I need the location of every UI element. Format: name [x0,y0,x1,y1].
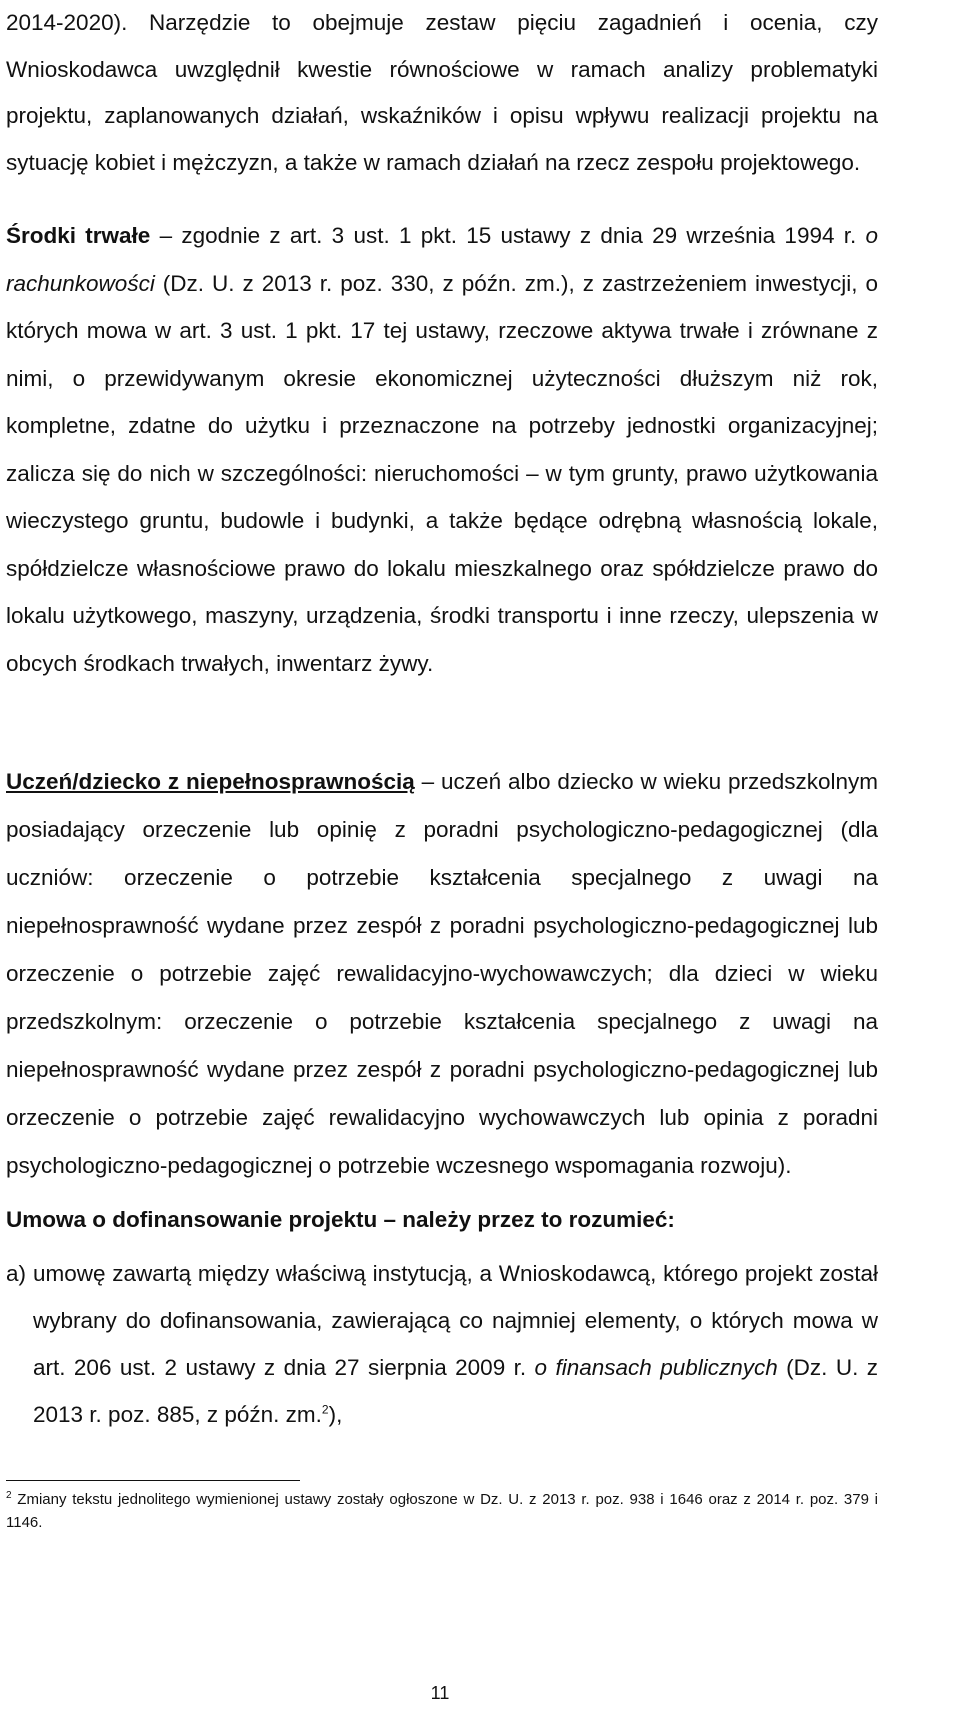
footnote-reference[interactable]: 2 [321,1402,329,1417]
intro-paragraph [6,0,878,186]
fixed-assets-text-2: (Dz. U. z 2013 r. poz. 330, z późn. zm.), z zastrzeżeniem inwestycji, o których mowa w art. 3 ust. 1 pkt. 17 tej ustawy, rzeczowe aktywa trwałe i zrównane z nimi, o przewidywanym okresie ekonomicznej użyteczności dłuższym niż rok, kompletne, zdatne do użytku i przeznaczone na potrzeby jednostki organizacyjnej; zalicza się do nich w szczególności: nieruchomości – w tym grunty, prawo użytkowania wieczystego gruntu, budowle i budynki, a także będące odrębną własnością lokale, spółdzielcze własnościowe prawo do lokalu mieszkalnego oraz spółdzielcze prawo do lokalu użytkowego, maszyny, urządzenia, środki transportu i inne rzeczy, ulepszenia w obcych środkach trwałych, inwentarz żywy. [6,270,878,676]
footnote-number: 2 [6,1490,12,1501]
page-number: 11 [430,1683,450,1703]
fixed-assets-act-title: o rachunkowości [6,223,879,296]
list-item-text-2: (Dz. U. z 2013 r. poz. 885, z późn. zm. [33,1355,878,1427]
footnote [6,1488,878,1534]
footnote-separator [6,1480,300,1481]
list-marker: a) [6,1261,27,1286]
disabled-student-text: – uczeń albo dziecko w wieku przedszkolnym posiadający orzeczenie lub opinię z poradni psychologiczno-pedagogicznej (dla uczniów: orzeczenie o potrzebie kształcenia specjalnego z uwagi na niepełnosprawność wydane przez zespół z poradni psychologiczno-pedagogicznej lub orzeczenie o potrzebie zajęć rewalidacyjno-wychowawczych; dla dzieci w wieku przedszkolnym: orzeczenie o potrzebie kształcenia specjalnego z uwagi na niepełnosprawność wydane przez zespół z poradni psychologiczno-pedagogicznej lub orzeczenie o potrzebie zajęć rewalidacyjno wychowawczych lub opinia z poradni psychologiczno-pedagogicznej o potrzebie wczesnego wspomagania rozwoju). [6,769,878,1178]
fixed-assets-term: Środki trwałe [6,223,151,248]
list-item-act-title: o finansach publicznych [534,1355,778,1380]
list-item-body [33,1250,878,1438]
fixed-assets-definition [6,212,878,687]
footnote-text: Zmiany tekstu jednolitego wymienionej ustawy zostały ogłoszone w Dz. U. z 2013 r. poz. 938 i 1646 oraz z 2014 r. poz. 379 i 1146. [6,1491,878,1531]
disabled-student-term: Uczeń/dziecko z niepełnosprawnością [6,769,415,794]
list-item-text-3: ), [328,1402,343,1427]
funding-agreement-heading [6,1205,878,1235]
fixed-assets-text-1: – zgodnie z art. 3 ust. 1 pkt. 15 ustawy z dnia 29 września 1994 r. [150,223,866,248]
list-item-text-1: umowę zawartą między właściwą instytucją, a Wnioskodawcą, którego projekt został wybrany do dofinansowania, zawierającą co najmniej elementy, o których mowa w art. 206 ust. 2 ustawy z dnia 27 sierpnia 2009 r. [33,1261,878,1380]
funding-agreement-heading-text: Umowa o dofinansowanie projektu – należy przez to rozumieć: [6,1207,675,1232]
intro-text: 2014-2020). Narzędzie to obejmuje zestaw pięciu zagadnień i ocenia, czy Wnioskodawca uwzględnił kwestie równościowe w ramach analizy problematyki projektu, zaplanowanych działań, wskaźników i opisu wpływu realizacji projektu na sytuację kobiet i mężczyzn, a także w ramach działań na rzecz zespołu projektowego. [6,10,878,175]
disabled-student-definition [6,758,878,1190]
